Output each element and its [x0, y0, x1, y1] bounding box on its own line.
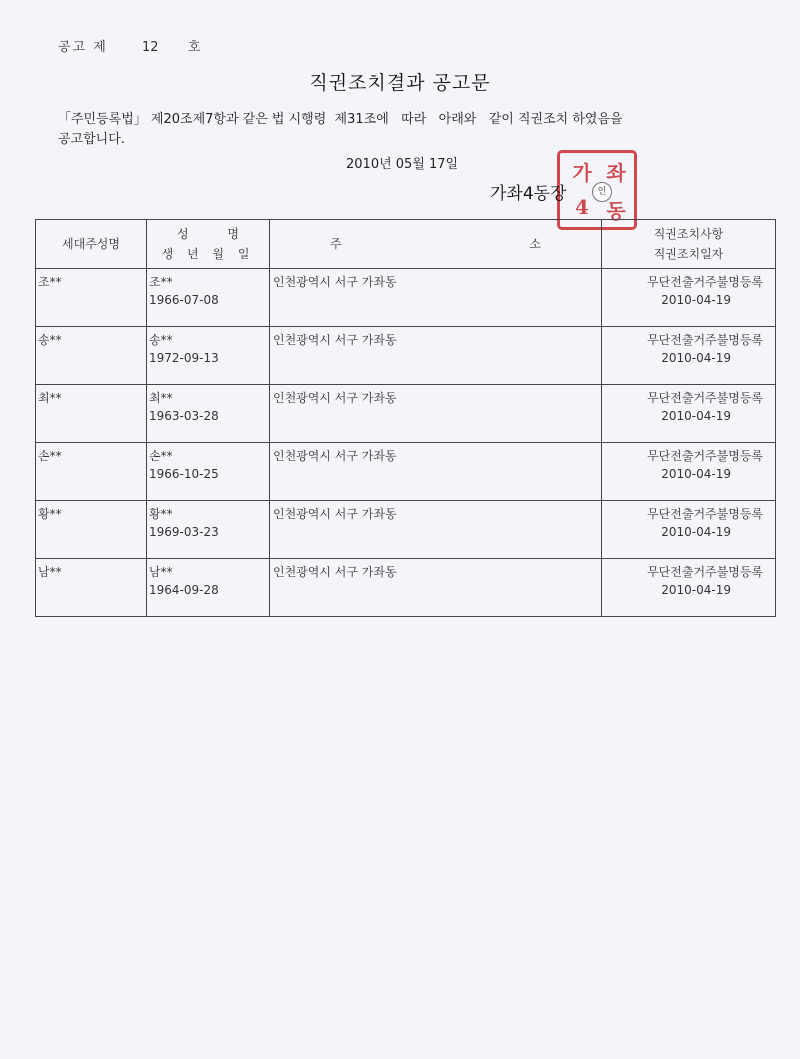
birth-cell: 1964-09-28: [149, 583, 219, 597]
birth-cell: 1972-09-13: [149, 351, 219, 365]
householder-cell: 황**: [38, 507, 62, 521]
address-cell: 인천광역시 서구 가좌동: [273, 507, 397, 521]
householder-cell: 손**: [38, 449, 62, 463]
address-cell: 인천광역시 서구 가좌동: [273, 333, 397, 347]
address-cell: 인천광역시 서구 가좌동: [273, 391, 397, 405]
action-cell: 무단전출거주불명등록: [647, 507, 763, 521]
birth-cell: 1969-03-23: [149, 525, 219, 539]
table-row: [36, 501, 776, 559]
seal-char: 좌: [606, 161, 626, 185]
birth-cell: 1966-07-08: [149, 293, 219, 307]
name-cell: 손**: [149, 449, 173, 463]
action-cell: 무단전출거주불명등록: [647, 333, 763, 347]
action-date-cell: 2010-04-19: [661, 525, 731, 539]
action-date-cell: 2010-04-19: [661, 409, 731, 423]
address-cell: 인천광역시 서구 가좌동: [273, 449, 397, 463]
name-cell: 최**: [149, 391, 173, 405]
action-cell: 무단전출거주불명등록: [647, 391, 763, 405]
signer-title: 가좌4동장: [490, 184, 567, 204]
action-date-cell: 2010-04-19: [661, 351, 731, 365]
birth-cell: 1963-03-28: [149, 409, 219, 423]
seal-char: 동: [606, 199, 626, 223]
notice-date: 2010년 05월 17일: [346, 157, 459, 172]
address-cell: 인천광역시 서구 가좌동: [273, 565, 397, 579]
name-cell: 조**: [149, 275, 173, 289]
name-cell: 송**: [149, 333, 173, 347]
table-row: [36, 269, 776, 327]
seal-char: 4: [575, 195, 589, 219]
birth-cell: 1966-10-25: [149, 467, 219, 481]
header-address: 주 소: [270, 220, 602, 269]
table-row: [36, 559, 776, 617]
seal-mark: 인: [592, 182, 612, 202]
notice-number: [58, 36, 201, 55]
action-date-cell: 2010-04-19: [661, 293, 731, 307]
action-cell: 무단전출거주불명등록: [647, 449, 763, 463]
name-cell: 남**: [149, 565, 173, 579]
table-header-row: [36, 220, 776, 269]
action-date-cell: 2010-04-19: [661, 583, 731, 597]
householder-cell: 송**: [38, 333, 62, 347]
address-cell: 인천광역시 서구 가좌동: [273, 275, 397, 289]
householder-cell: 조**: [38, 275, 62, 289]
table-row: [36, 327, 776, 385]
action-cell: 무단전출거주불명등록: [647, 565, 763, 579]
table-row: [36, 385, 776, 443]
action-date-cell: 2010-04-19: [661, 467, 731, 481]
header-householder: 세대주성명: [36, 220, 147, 269]
notice-suffix: 호: [188, 40, 201, 55]
seal-char: 가: [572, 161, 592, 185]
action-cell: 무단전출거주불명등록: [647, 275, 763, 289]
document-title: 직권조치결과 공고문: [309, 72, 491, 94]
notice-number-value: 12: [142, 40, 159, 55]
action-table: [35, 219, 776, 617]
table-row: [36, 443, 776, 501]
householder-cell: 남**: [38, 565, 62, 579]
name-cell: 황**: [149, 507, 173, 521]
notice-prefix: 공고 제: [58, 40, 108, 55]
header-name-birth: 성 명 생 년 월 일: [147, 220, 270, 269]
header-action: 직권조치사항 직권조치일자: [602, 220, 776, 269]
householder-cell: 최**: [38, 391, 62, 405]
notice-body: 「주민등록법」 제20조제7항과 같은 법 시행령 제31조에 따라 아래와 같이 직권조치 하였음을 공고합니다.: [58, 112, 623, 147]
